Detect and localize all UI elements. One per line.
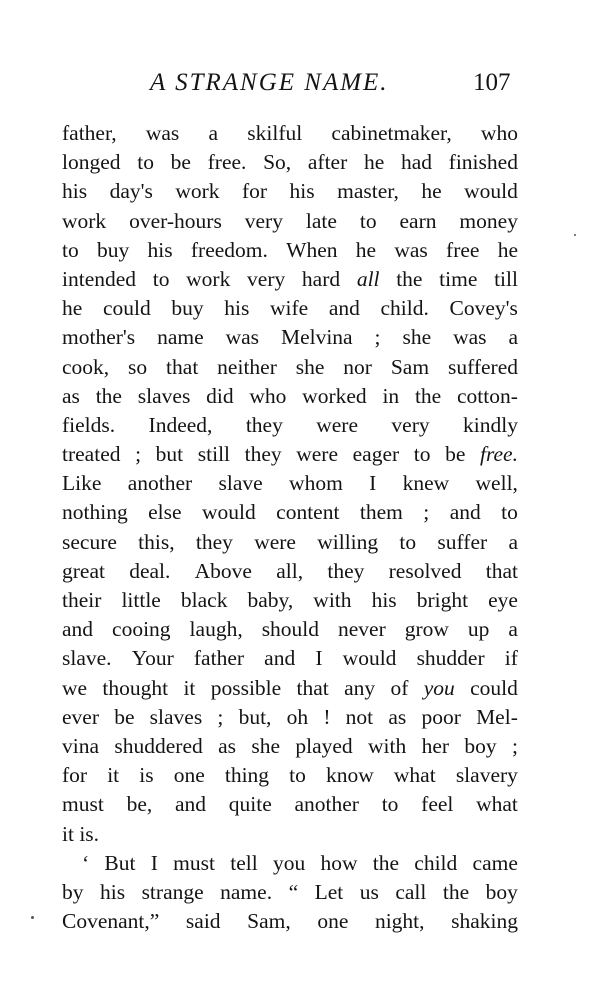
word: whom <box>289 471 343 496</box>
word: shudder <box>416 646 485 671</box>
word: of <box>390 675 409 700</box>
word: as <box>218 733 237 758</box>
text-line <box>62 644 518 673</box>
word: and <box>328 296 360 321</box>
word: call <box>395 879 427 904</box>
word: wife <box>269 296 309 321</box>
word: to <box>399 529 417 554</box>
word: up <box>467 617 490 642</box>
word: they <box>245 412 283 437</box>
word: Let <box>314 879 344 904</box>
text-line <box>62 265 518 294</box>
word: he <box>62 296 83 321</box>
text-line <box>62 907 518 936</box>
running-title: A STRANGE NAME. <box>150 69 389 96</box>
word: is <box>139 763 154 788</box>
word: Melvina <box>280 325 353 350</box>
word: his <box>289 179 315 204</box>
word: bright <box>416 588 469 612</box>
word: must <box>173 850 215 875</box>
word: with <box>368 733 407 758</box>
word: his <box>99 879 126 904</box>
text-line <box>62 878 518 907</box>
word: buy <box>171 296 204 321</box>
word: poor <box>421 704 461 729</box>
word: Above <box>194 558 252 583</box>
word: to <box>413 442 431 467</box>
word: cotton- <box>457 383 518 408</box>
word: day's <box>109 179 153 204</box>
word: they <box>244 442 282 467</box>
word: said <box>185 909 221 934</box>
text-line <box>62 353 518 382</box>
word: who <box>249 383 287 408</box>
word: he <box>497 237 518 262</box>
text-line <box>62 323 518 352</box>
word: his <box>147 237 173 262</box>
word: black <box>180 588 228 612</box>
word: they <box>327 558 365 583</box>
word: if <box>504 646 518 671</box>
paper-speck <box>574 234 576 236</box>
word: little <box>121 588 161 612</box>
word: slaves <box>137 383 191 408</box>
word: what <box>476 792 518 817</box>
word: the <box>372 850 400 875</box>
word: after <box>307 150 348 175</box>
word: over-hours <box>129 208 222 233</box>
word: were <box>316 412 359 437</box>
word: had <box>400 150 432 175</box>
text-line <box>62 294 518 323</box>
word: late <box>305 208 337 233</box>
body-text <box>62 119 518 936</box>
word: work <box>62 208 107 233</box>
word: very <box>247 266 286 291</box>
paper-speck <box>31 916 34 919</box>
word: vina <box>62 733 100 758</box>
page-number: 107 <box>473 69 511 96</box>
word: not <box>345 704 374 729</box>
word: buy <box>97 237 130 262</box>
word: you <box>272 850 306 875</box>
text-line <box>62 207 518 236</box>
word: suffer <box>437 529 488 554</box>
word: ; <box>135 442 142 467</box>
word: But <box>104 850 136 875</box>
word: cabinetmaker, <box>331 121 452 145</box>
word: all, <box>276 558 304 583</box>
word: grow <box>404 617 449 642</box>
word: earn <box>399 208 437 233</box>
word: the <box>95 383 122 408</box>
word: was <box>145 121 180 145</box>
word: thing <box>224 763 270 788</box>
word: Like <box>62 471 102 496</box>
word: any <box>344 675 376 700</box>
word: for <box>241 179 268 204</box>
text-line <box>62 148 518 177</box>
word: shuddered <box>114 733 203 758</box>
text-line <box>62 761 518 790</box>
word: still <box>197 442 231 467</box>
word: oh <box>286 704 309 729</box>
word: tell <box>230 850 258 875</box>
word: nothing <box>62 500 128 525</box>
word: all <box>356 266 380 291</box>
word: Mel- <box>476 704 518 729</box>
word: is. <box>79 821 100 846</box>
word: baby, <box>247 588 294 612</box>
word: well, <box>475 471 518 496</box>
word: work <box>175 179 220 204</box>
word: it <box>62 821 74 846</box>
word: shaking <box>451 909 518 934</box>
word: ; <box>512 733 518 758</box>
word: the <box>442 879 470 904</box>
text-line <box>62 236 518 265</box>
word: and <box>62 617 94 642</box>
text-line <box>62 615 518 644</box>
word: a <box>508 529 518 554</box>
word: her <box>421 733 450 758</box>
word: time <box>439 266 478 291</box>
word: as <box>62 383 80 408</box>
word: was <box>453 325 487 350</box>
word: we <box>62 675 88 700</box>
word: “ <box>288 879 299 904</box>
word: I <box>369 471 377 496</box>
word: his <box>224 296 250 321</box>
word: and <box>174 792 207 817</box>
text-line <box>62 790 518 819</box>
word: cooing <box>112 617 171 642</box>
word: to <box>62 237 79 262</box>
word: were <box>254 529 296 554</box>
word: content <box>276 500 340 525</box>
word: ever <box>62 704 99 729</box>
word: eager <box>352 442 400 467</box>
word: us <box>359 879 379 904</box>
text-line <box>62 382 518 411</box>
text-line <box>62 557 518 586</box>
word: his <box>371 588 397 612</box>
word: boy <box>464 733 497 758</box>
text-line <box>62 411 518 440</box>
word: by <box>62 879 84 904</box>
word: father, <box>62 121 117 145</box>
word: how <box>320 850 358 875</box>
word: work <box>186 266 231 291</box>
text-line <box>62 498 518 527</box>
word: Sam, <box>247 909 291 934</box>
word: boy <box>485 879 518 904</box>
word: but <box>155 442 184 467</box>
word: a <box>208 121 219 145</box>
word: to <box>289 763 306 788</box>
word: to <box>359 208 377 233</box>
word: ! <box>323 704 331 729</box>
word: child. <box>380 296 429 321</box>
word: slave <box>218 471 263 496</box>
word: was <box>225 325 260 350</box>
word: deal. <box>129 558 171 583</box>
word: skilful <box>247 121 303 145</box>
word: laugh, <box>189 617 243 642</box>
word: strange <box>141 879 204 904</box>
word: must <box>62 792 104 817</box>
word: willing <box>317 529 379 554</box>
word: it <box>107 763 120 788</box>
word: he <box>363 150 385 175</box>
word: it <box>183 675 196 700</box>
word: he <box>421 179 442 204</box>
word: another <box>127 471 193 496</box>
word: thought <box>102 675 169 700</box>
word: great <box>62 558 105 583</box>
word: he <box>355 237 377 262</box>
word: treated <box>62 442 121 467</box>
word: resolved <box>388 558 462 583</box>
word: intended <box>62 266 137 291</box>
word: quite <box>228 792 272 817</box>
word: she <box>295 354 325 379</box>
word: could <box>470 675 518 700</box>
word: his <box>62 179 88 204</box>
word: mother's <box>62 325 136 350</box>
word: who <box>480 121 518 145</box>
word: be, <box>126 792 153 817</box>
word: to <box>152 266 170 291</box>
word: in <box>382 383 400 408</box>
word: she <box>251 733 281 758</box>
text-line <box>62 177 518 206</box>
word: the <box>396 266 423 291</box>
word: she <box>402 325 432 350</box>
word: name. <box>220 879 273 904</box>
word: ; <box>374 325 381 350</box>
word: else <box>148 500 182 525</box>
running-header <box>0 66 598 100</box>
text-line <box>62 119 518 148</box>
word: and <box>449 500 481 525</box>
word: freedom. <box>190 237 268 262</box>
word: When <box>286 237 338 262</box>
word: suffered <box>447 354 518 379</box>
word: be <box>445 442 466 467</box>
word: to <box>137 150 154 175</box>
word: free. <box>207 150 247 175</box>
word: possible <box>210 675 282 700</box>
word: the <box>414 383 442 408</box>
word: cook, <box>62 354 110 379</box>
word: hard <box>301 266 341 291</box>
word: for <box>62 763 88 788</box>
text-line <box>62 703 518 732</box>
text-line <box>62 674 518 703</box>
word: till <box>494 266 518 291</box>
text-line <box>62 586 518 615</box>
word: Covenant,” <box>62 909 160 934</box>
word: So, <box>263 150 292 175</box>
word: to <box>381 792 399 817</box>
word: know <box>326 763 374 788</box>
word: one <box>173 763 205 788</box>
word: knew <box>402 471 450 496</box>
word: eye <box>488 588 518 612</box>
word: Indeed, <box>148 412 213 437</box>
word: ; <box>423 500 430 525</box>
word: night, <box>374 909 425 934</box>
word: another <box>294 792 359 817</box>
word: and <box>264 646 296 671</box>
text-line <box>62 849 518 878</box>
text-line <box>62 440 518 469</box>
word: could <box>102 296 151 321</box>
text-line <box>62 820 518 849</box>
word: Sam <box>390 354 430 379</box>
word: money <box>459 208 518 233</box>
word: Covey's <box>449 296 518 321</box>
word: to <box>501 500 518 525</box>
word: ; <box>217 704 224 729</box>
word: would <box>201 500 256 525</box>
word: them <box>359 500 403 525</box>
word: child <box>414 850 458 875</box>
word: feel <box>421 792 454 817</box>
word: would <box>464 179 518 204</box>
word: were <box>296 442 339 467</box>
word: should <box>261 617 320 642</box>
word: a <box>508 325 518 350</box>
word: worked <box>302 383 367 408</box>
word: played <box>295 733 353 758</box>
word: never <box>338 617 386 642</box>
word: fields. <box>62 412 116 437</box>
word: name <box>157 325 204 350</box>
word: with <box>313 588 352 612</box>
word: you <box>423 675 455 700</box>
word: secure <box>62 529 117 554</box>
word: kindly <box>463 412 518 437</box>
word: free. <box>479 442 518 467</box>
word: be <box>170 150 191 175</box>
word: that <box>485 558 518 583</box>
word: father <box>193 646 245 671</box>
word: very <box>244 208 283 233</box>
word: finished <box>448 150 518 175</box>
word: was <box>394 237 428 262</box>
word: did <box>206 383 234 408</box>
word: what <box>393 763 436 788</box>
word: I <box>150 850 158 875</box>
word: free <box>446 237 480 262</box>
word: but, <box>238 704 272 729</box>
word: slave. <box>62 646 112 671</box>
word: slavery <box>455 763 518 788</box>
word: I <box>315 646 323 671</box>
text-line <box>62 528 518 557</box>
word: that <box>296 675 329 700</box>
word: Your <box>131 646 174 671</box>
word: be <box>114 704 135 729</box>
word: would <box>342 646 397 671</box>
word: ‘ <box>82 850 90 875</box>
word: slaves <box>149 704 203 729</box>
word: longed <box>62 150 121 175</box>
text-line <box>62 469 518 498</box>
word: they <box>195 529 233 554</box>
word: neither <box>217 354 277 379</box>
text-line <box>62 732 518 761</box>
word: so <box>128 354 148 379</box>
word: as <box>388 704 407 729</box>
word: their <box>62 588 102 612</box>
word: nor <box>343 354 372 379</box>
word: this, <box>138 529 175 554</box>
word: master, <box>337 179 399 204</box>
word: very <box>391 412 430 437</box>
word: came <box>472 850 518 875</box>
word: a <box>508 617 518 642</box>
word: that <box>166 354 199 379</box>
word: one <box>317 909 349 934</box>
